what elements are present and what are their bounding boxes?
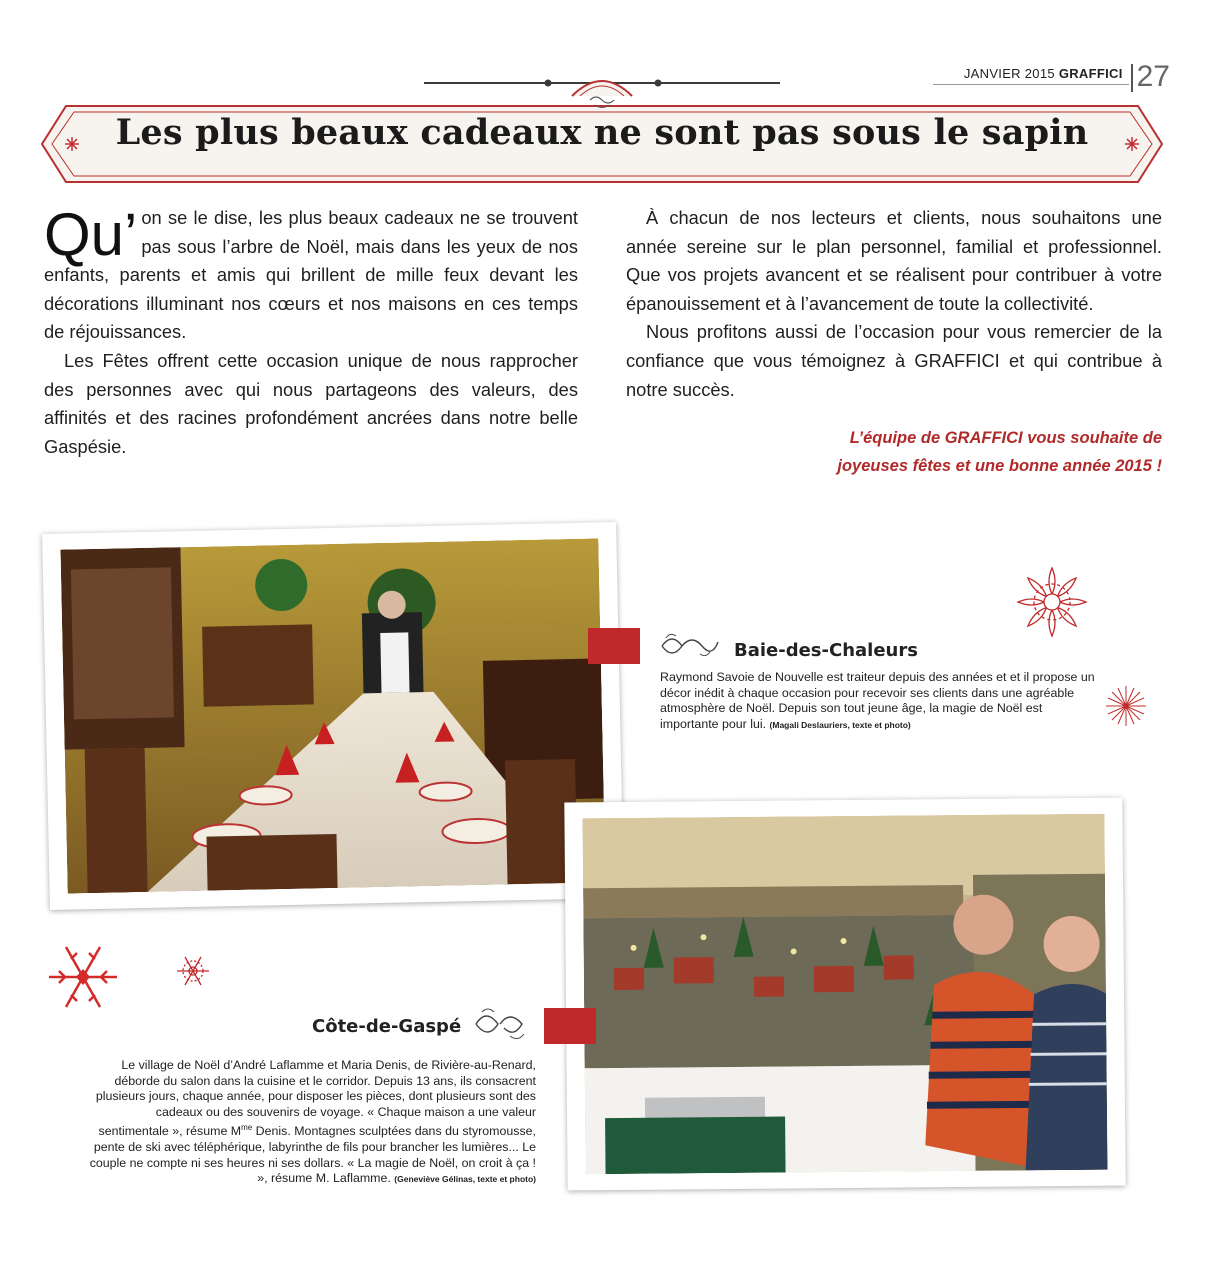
caption-tab-red bbox=[588, 628, 640, 664]
swirl-ornament-icon bbox=[656, 628, 720, 664]
swirl-ornament-icon bbox=[470, 1004, 534, 1044]
caption-1-body: Raymond Savoie de Nouvelle est traiteur depuis des années et et il propose un décor inédit à chaque occasion pour recevoir ses clients dans une agréable atmosphère de Noël. Depuis son tout jeune âge, la magie de Noël est importante pour lui. bbox=[660, 670, 1095, 731]
christmas-village-image-icon bbox=[582, 814, 1107, 1175]
page-number: 27 bbox=[1136, 60, 1170, 93]
signoff-line-2: joyeuses fêtes et une bonne année 2015 ! bbox=[837, 457, 1162, 475]
folio-month: JANVIER 2015 bbox=[963, 66, 1055, 81]
page-title: Les plus beaux cadeaux ne sont pas sous le sapin bbox=[115, 112, 1089, 153]
caption-1-credit: (Magali Deslauriers, texte et photo) bbox=[769, 719, 911, 730]
signoff-line-1: L’équipe de GRAFFICI vous souhaite de bbox=[849, 429, 1162, 447]
caption-2-sup: me bbox=[241, 1123, 253, 1133]
photo-dining-room bbox=[42, 522, 624, 910]
title-banner bbox=[40, 74, 1164, 188]
drop-cap: Qu’ bbox=[44, 201, 138, 268]
article-paragraph-4: Nous profitons aussi de l’occasion pour vous remercier de la confiance que vous témoignez à GRAFFICI et qui contribue à notre succès. bbox=[626, 321, 1162, 400]
caption-tab-red bbox=[544, 1008, 596, 1044]
article-paragraph-1 bbox=[44, 201, 578, 347]
snowflake-icon bbox=[1104, 684, 1148, 728]
dining-room-image-icon bbox=[60, 538, 605, 893]
folio-brand: GRAFFICI bbox=[1058, 66, 1123, 81]
caption-1-title: Baie-des-Chaleurs bbox=[734, 640, 918, 661]
article-paragraph-3: À chacun de nos lecteurs et clients, nous souhaitons une année sereine sur le plan personnel, familial et professionnel. Que vos projets avancent et se réalisent pour contribuer à votre épanouissement et à l’avancement de toute la collectivité. bbox=[626, 207, 1162, 314]
snowflake-icon bbox=[174, 952, 212, 990]
article-column-2 bbox=[626, 204, 1162, 404]
caption-2-credit: (Geneviève Gélinas, texte et photo) bbox=[394, 1174, 536, 1185]
article-paragraph-2: Les Fêtes offrent cette occasion unique de nous rapprocher des personnes avec qui nous partageons des valeurs, des affinités et des racines profondément ancrées dans notre belle Gaspésie. bbox=[44, 349, 578, 457]
caption-2-text bbox=[84, 1058, 536, 1188]
snowflake-icon bbox=[44, 942, 122, 1012]
caption-2-body-b: Denis. Montagnes sculptées dans du styromousse, pente de ski avec téléphérique, labyrinthe de fils pour brancher les lumières... Le couple ne compte ni ses heures ni ses dollars. « La magie de Noël, on croit à ça ! », résume M. Laflamme. bbox=[89, 1124, 536, 1186]
caption-1-text bbox=[660, 670, 1100, 733]
photo-christmas-village bbox=[564, 798, 1125, 1191]
article-column-1 bbox=[44, 201, 578, 461]
signoff bbox=[742, 424, 1162, 480]
caption-2-title: Côte-de-Gaspé bbox=[312, 1016, 462, 1037]
snowflake-icon bbox=[1016, 566, 1088, 638]
paragraph-1-text: on se le dise, les plus beaux cadeaux ne se trouvent pas sous l’arbre de Noël, mais dans les yeux de nos enfants, parents et amis qui brillent de mille feux devant les décorations illuminant nos cœurs et nos maisons en ces temps de réjouissances. bbox=[44, 207, 578, 343]
caption-2-body-a: Le village de Noël d’André Laflamme et Maria Denis, de Rivière-au-Renard, déborde du salon dans la cuisine et le corridor. Depuis 13 ans, ils consacrent plusieurs jours, chaque année, pour disposer les pièces, dont plusieurs sont des cadeaux ou des souvenirs de voyage. « Chaque maison a une valeur sentimentale », résume M bbox=[95, 1058, 536, 1139]
